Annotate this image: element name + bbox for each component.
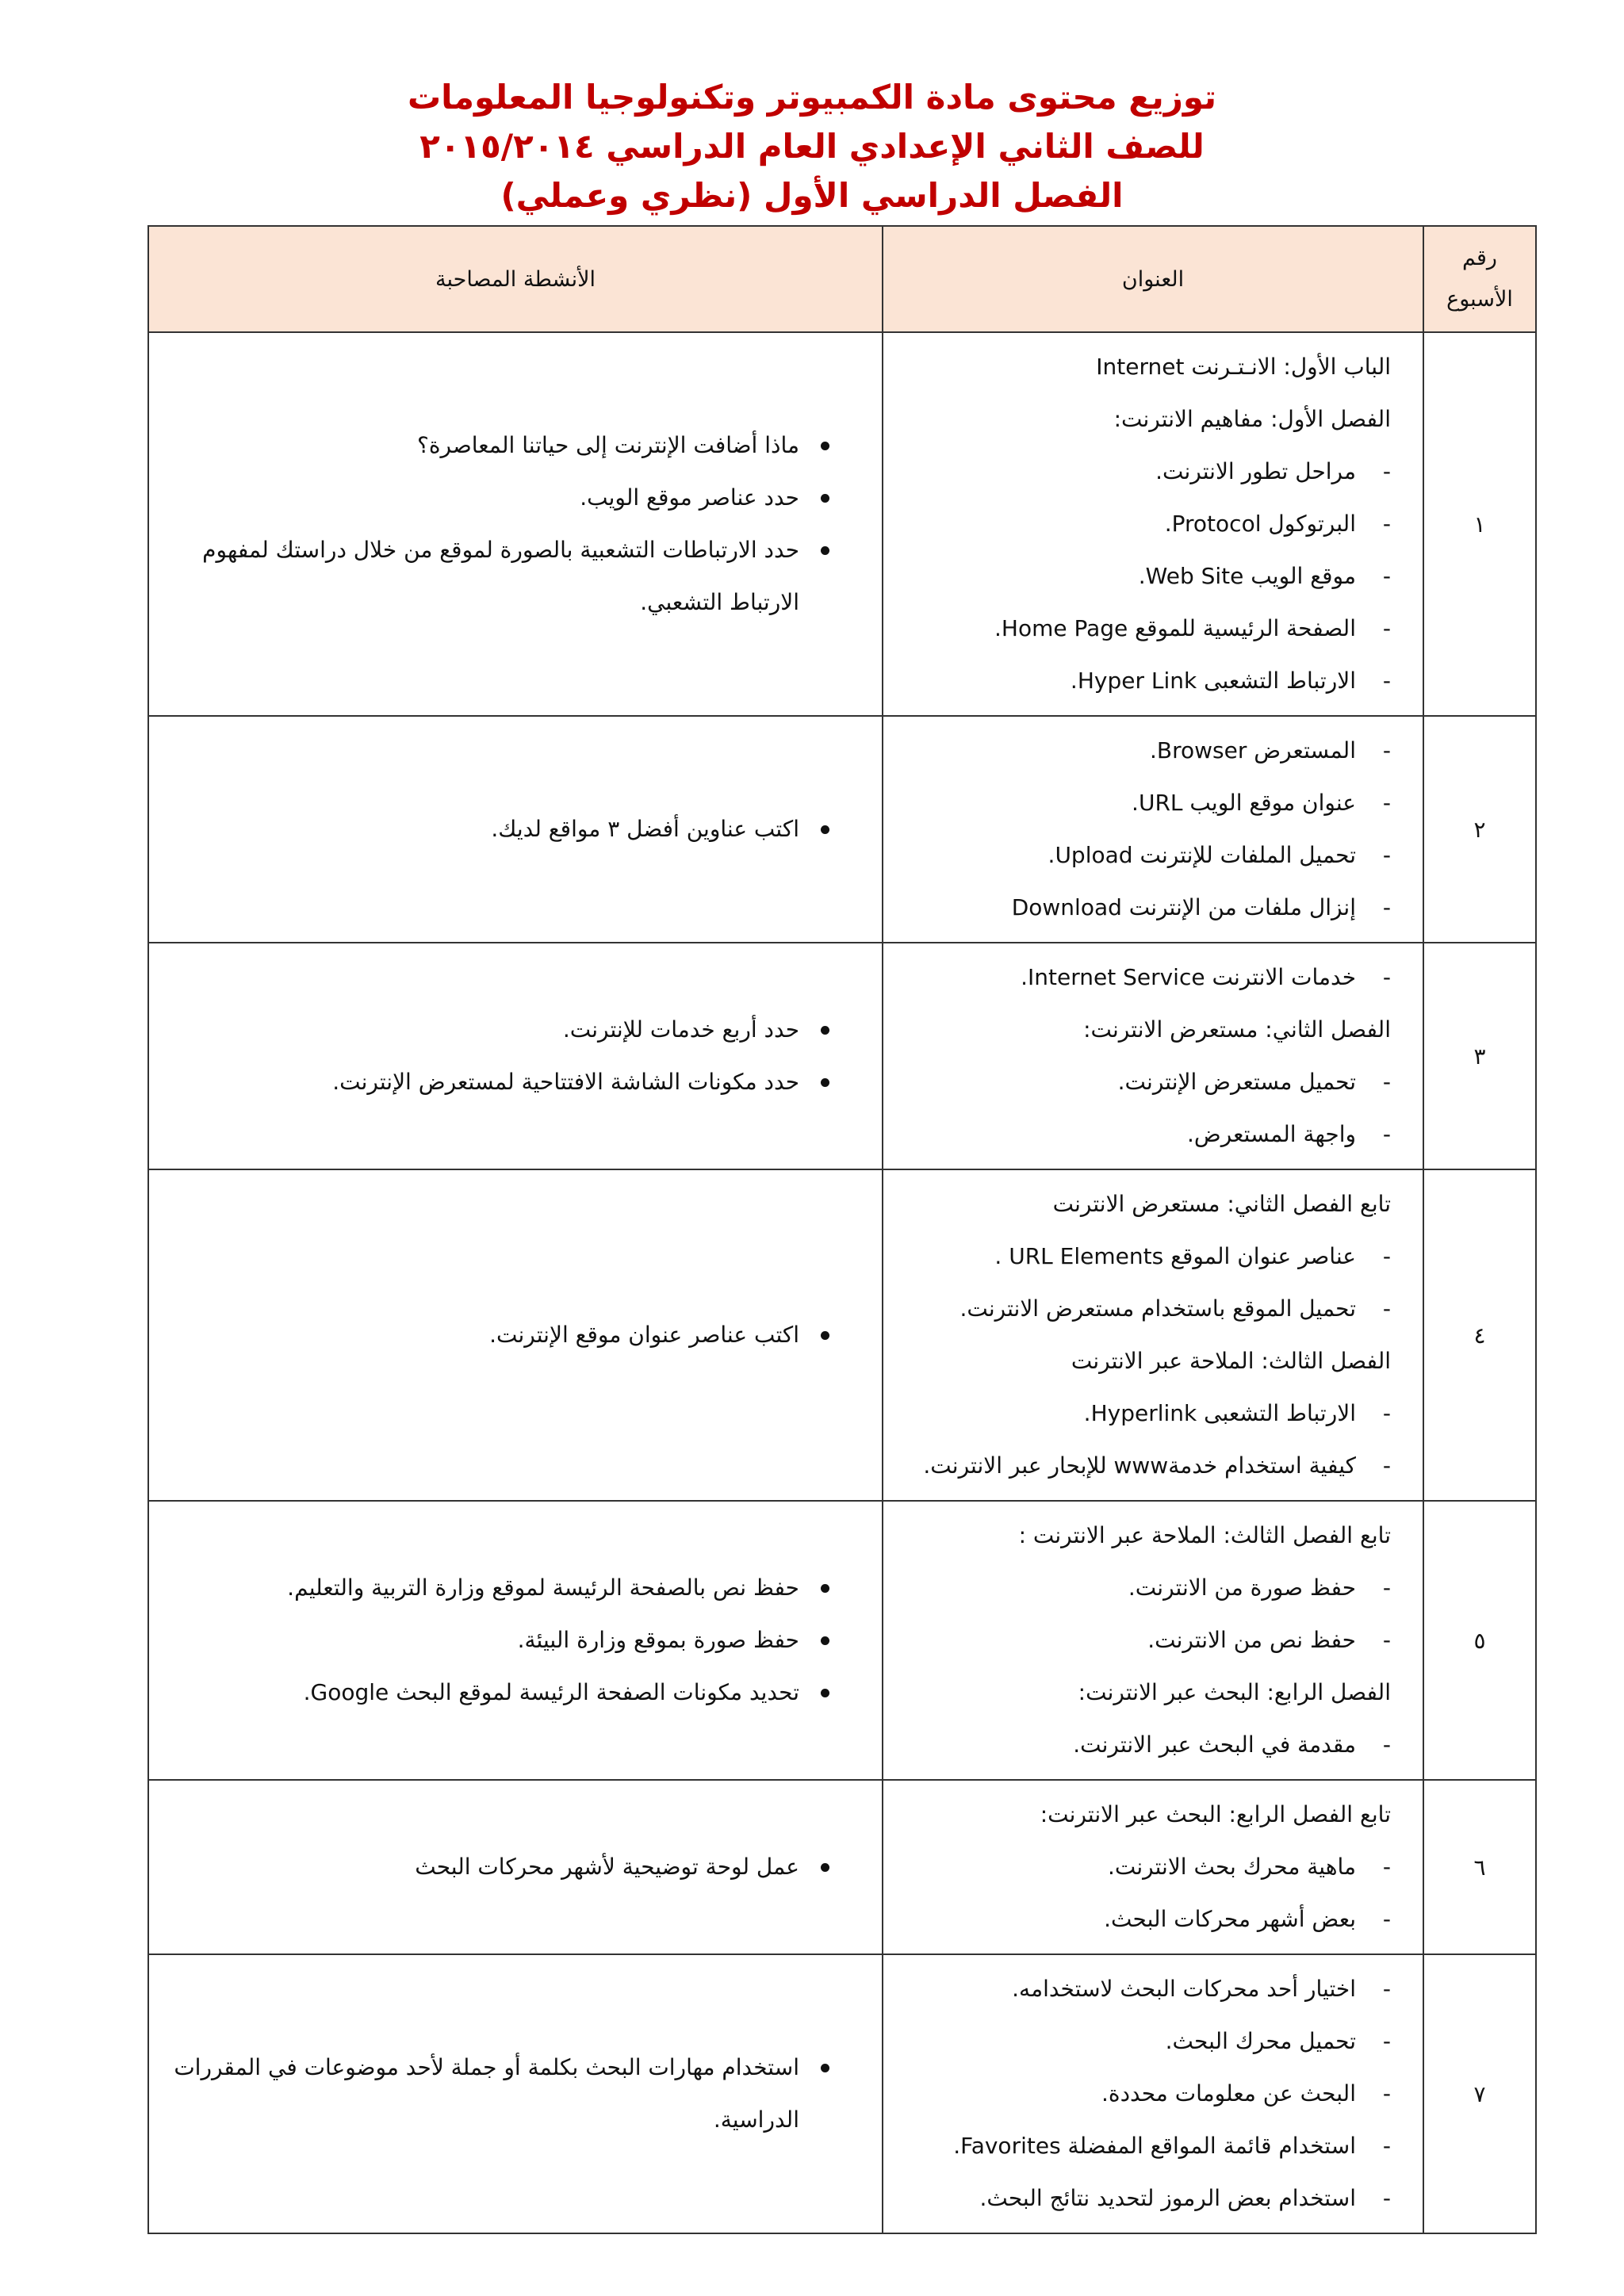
- dash-marker: -: [1382, 1069, 1391, 1095]
- lesson-topic-item: [907, 2172, 1391, 2225]
- dash-marker: -: [1382, 2080, 1391, 2107]
- activities-list: [173, 419, 834, 629]
- lesson-text: البرتوكول Protocol.: [1164, 511, 1356, 537]
- dash-marker: -: [1382, 1452, 1391, 1479]
- week-number: ٦: [1423, 1780, 1536, 1954]
- activities-cell: [148, 1954, 883, 2233]
- lesson-topic-item: [907, 655, 1391, 707]
- dash-marker: -: [1382, 1906, 1391, 1932]
- table-row: [148, 332, 1536, 716]
- header-title: العنوان: [883, 226, 1423, 332]
- week-number: ٥: [1423, 1501, 1536, 1780]
- lesson-text: تحميل الموقع باستخدام مستعرض الانترنت.: [959, 1295, 1356, 1322]
- header-title-line-1: توزيع محتوى مادة الكمبيوتر وتكنولوجيا المعلومات: [407, 78, 1217, 117]
- lesson-topic-item: [907, 1056, 1391, 1108]
- activity-text: حفظ نص بالصفحة الرئيسة لموقع وزارة التربية والتعليم.: [287, 1575, 799, 1601]
- lesson-titles-cell: [883, 943, 1423, 1169]
- lesson-text: خدمات الانترنت Internet Service.: [1021, 964, 1356, 990]
- table-row: [148, 1954, 1536, 2233]
- dash-marker: -: [1382, 1295, 1391, 1322]
- activity-item: [173, 1309, 834, 1361]
- lesson-topic-item: [907, 1108, 1391, 1161]
- dash-marker: -: [1382, 964, 1391, 990]
- lesson-text: المستعرض Browser.: [1149, 737, 1356, 763]
- lesson-text: مقدمة في البحث عبر الانترنت.: [1073, 1732, 1356, 1758]
- bullet-icon: [821, 1689, 829, 1697]
- lesson-topic-item: [907, 550, 1391, 603]
- lesson-section-heading: [907, 1667, 1391, 1719]
- dash-marker: -: [1382, 615, 1391, 641]
- header-title-line-2: للصف الثاني الإعدادي العام الدراسي ٢٠١٥/٢٠١٤: [419, 127, 1205, 166]
- curriculum-table: [147, 225, 1537, 2234]
- lesson-topic-item: [907, 882, 1391, 934]
- bullet-icon: [821, 1584, 829, 1593]
- lesson-text: الصفحة الرئيسية للموقع Home Page.: [994, 615, 1356, 641]
- activities-list: [173, 803, 834, 855]
- bullet-icon: [821, 494, 829, 503]
- dash-marker: -: [1382, 790, 1391, 816]
- lesson-topic-item: [907, 777, 1391, 829]
- header-activities: الأنشطة المصاحبة: [148, 226, 883, 332]
- lesson-topic-item: [907, 725, 1391, 777]
- activity-text: حدد عناصر موقع الويب.: [580, 484, 799, 511]
- lesson-text: الفصل الثالث: الملاحة عبر الانترنت: [1071, 1348, 1391, 1374]
- lesson-text: موقع الويب Web Site.: [1138, 563, 1356, 589]
- lesson-text: الارتباط التشعبى Hyper Link.: [1070, 668, 1356, 694]
- lesson-topic-item: [907, 498, 1391, 550]
- activity-text: حدد أربع خدمات للإنترنت.: [562, 1016, 799, 1043]
- activity-text: ماذا أضافت الإنترنت إلى حياتنا المعاصرة؟: [417, 432, 799, 458]
- lesson-text: تحميل محرك البحث.: [1165, 2028, 1356, 2054]
- lesson-text: الفصل الرابع: البحث عبر الانترنت:: [1078, 1679, 1391, 1705]
- lesson-text: الارتباط التشعبى Hyperlink.: [1083, 1400, 1356, 1426]
- table-row: [148, 1501, 1536, 1780]
- lesson-topic-item: [907, 951, 1391, 1004]
- activities-list: [173, 1004, 834, 1108]
- dash-marker: -: [1382, 1121, 1391, 1147]
- lesson-section-heading: [907, 341, 1391, 393]
- week-number: ١: [1423, 332, 1536, 716]
- lesson-section-heading: [907, 1178, 1391, 1230]
- activity-item: [173, 524, 834, 629]
- activity-text: استخدام مهارات البحث بكلمة أو جملة لأحد موضوعات في المقررات الدراسية.: [174, 2054, 799, 2133]
- lesson-text: حفظ صورة من الانترنت.: [1128, 1575, 1356, 1601]
- activities-cell: [148, 1780, 883, 1954]
- lesson-text: تحميل مستعرض الإنترنت.: [1117, 1069, 1356, 1095]
- lesson-text: تابع الفصل الثاني: مستعرض الانترنت: [1052, 1191, 1391, 1217]
- activity-item: [173, 1004, 834, 1056]
- lesson-topic-item: [907, 1719, 1391, 1771]
- dash-marker: -: [1382, 894, 1391, 920]
- lesson-titles-cell: [883, 1501, 1423, 1780]
- lesson-text: تابع الفصل الثالث: الملاحة عبر الانترنت :: [1018, 1522, 1391, 1548]
- activity-item: [173, 1562, 834, 1614]
- dash-marker: -: [1382, 1400, 1391, 1426]
- lesson-topic-item: [907, 1283, 1391, 1335]
- activities-list: [173, 1841, 834, 1893]
- lesson-text: استخدام بعض الرموز لتحديد نتائج البحث.: [979, 2185, 1356, 2211]
- header-title-line-3: الفصل الدراسي الأول (نظري وعملي): [500, 176, 1124, 215]
- activity-text: حفظ صورة بموقع وزارة البيئة.: [517, 1627, 799, 1653]
- lesson-section-heading: [907, 1335, 1391, 1387]
- lesson-topic-item: [907, 1562, 1391, 1614]
- activities-list: [173, 1309, 834, 1361]
- lesson-topic-item: [907, 1387, 1391, 1440]
- dash-marker: -: [1382, 1732, 1391, 1758]
- bullet-icon: [821, 1026, 829, 1035]
- activities-cell: [148, 1169, 883, 1501]
- lesson-text: عنوان موقع الويب URL.: [1132, 790, 1356, 816]
- lesson-titles-cell: [883, 1780, 1423, 1954]
- lesson-titles-cell: [883, 1954, 1423, 2233]
- lesson-topic-item: [907, 2015, 1391, 2068]
- lesson-text: ماهية محرك بحث الانترنت.: [1107, 1854, 1356, 1880]
- table-row: [148, 1169, 1536, 1501]
- week-number: ٣: [1423, 943, 1536, 1169]
- table-row: [148, 943, 1536, 1169]
- activity-item: [173, 1056, 834, 1108]
- activities-cell: [148, 332, 883, 716]
- dash-marker: -: [1382, 511, 1391, 537]
- bullet-icon: [821, 2064, 829, 2072]
- lesson-text: مراحل تطور الانترنت.: [1155, 458, 1356, 484]
- lesson-section-heading: [907, 393, 1391, 446]
- lesson-topic-item: [907, 446, 1391, 498]
- activity-text: اكتب عناصر عنوان موقع الإنترنت.: [489, 1322, 799, 1348]
- lesson-titles-cell: [883, 332, 1423, 716]
- lesson-section-heading: [907, 1510, 1391, 1562]
- activities-cell: [148, 943, 883, 1169]
- lesson-text: الفصل الأول: مفاهيم الانترنت:: [1113, 406, 1391, 432]
- activities-list: [173, 1562, 834, 1719]
- dash-marker: -: [1382, 737, 1391, 763]
- table-row: [148, 716, 1536, 943]
- lesson-titles-cell: [883, 716, 1423, 943]
- lesson-text: بعض أشهر محركات البحث.: [1104, 1906, 1356, 1932]
- lesson-topic-item: [907, 829, 1391, 882]
- activity-text: تحديد مكونات الصفحة الرئيسة لموقع البحث Google.: [303, 1679, 799, 1705]
- activity-item: [173, 1667, 834, 1719]
- lesson-section-heading: [907, 1004, 1391, 1056]
- activity-text: عمل لوحة توضيحية لأشهر محركات البحث: [415, 1854, 799, 1880]
- lesson-text: البحث عن معلومات محددة.: [1101, 2080, 1356, 2107]
- lesson-text: تحميل الملفات للإنترنت Upload.: [1048, 842, 1356, 868]
- dash-marker: -: [1382, 1854, 1391, 1880]
- lesson-text: إنزال ملفات من الإنترنت Download: [1011, 894, 1356, 920]
- document-header: [0, 73, 1624, 220]
- dash-marker: -: [1382, 842, 1391, 868]
- bullet-icon: [821, 1636, 829, 1645]
- lesson-titles-cell: [883, 1169, 1423, 1501]
- week-number: ٤: [1423, 1169, 1536, 1501]
- activity-text: اكتب عناوين أفضل ٣ مواقع لديك.: [491, 816, 799, 842]
- lesson-topic-item: [907, 2068, 1391, 2120]
- activities-cell: [148, 716, 883, 943]
- activities-cell: [148, 1501, 883, 1780]
- table-header-row: [148, 226, 1536, 332]
- dash-marker: -: [1382, 1243, 1391, 1269]
- activity-item: [173, 1841, 834, 1893]
- dash-marker: -: [1382, 1575, 1391, 1601]
- activity-item: [173, 2042, 834, 2146]
- lesson-text: اختيار أحد محركات البحث لاستخدامه.: [1012, 1976, 1356, 2002]
- lesson-text: الفصل الثاني: مستعرض الانترنت:: [1083, 1016, 1391, 1043]
- dash-marker: -: [1382, 458, 1391, 484]
- activity-text: حدد الارتباطات التشعبية بالصورة لموقع من خلال دراستك لمفهوم الارتباط التشعبي.: [202, 537, 799, 615]
- activity-item: [173, 419, 834, 472]
- dash-marker: -: [1382, 668, 1391, 694]
- lesson-topic-item: [907, 2120, 1391, 2172]
- activities-list: [173, 2042, 834, 2146]
- bullet-icon: [821, 1863, 829, 1872]
- lesson-text: تابع الفصل الرابع: البحث عبر الانترنت:: [1040, 1801, 1391, 1827]
- lesson-topic-item: [907, 1230, 1391, 1283]
- lesson-topic-item: [907, 1841, 1391, 1893]
- activity-item: [173, 1614, 834, 1667]
- table-row: [148, 1780, 1536, 1954]
- lesson-text: استخدام قائمة المواقع المفضلة Favorites.: [953, 2133, 1356, 2159]
- lesson-topic-item: [907, 1893, 1391, 1946]
- bullet-icon: [821, 825, 829, 834]
- lesson-text: واجهة المستعرض.: [1186, 1121, 1356, 1147]
- lesson-section-heading: [907, 1789, 1391, 1841]
- lesson-text: كيفية استخدام خدمةwww للإبحار عبر الانترنت.: [923, 1452, 1356, 1479]
- dash-marker: -: [1382, 2028, 1391, 2054]
- lesson-topic-item: [907, 1614, 1391, 1667]
- week-number: ٧: [1423, 1954, 1536, 2233]
- bullet-icon: [821, 1078, 829, 1087]
- bullet-icon: [821, 442, 829, 450]
- header-week-label-2: الأسبوع: [1446, 287, 1513, 312]
- lesson-topic-item: [907, 1440, 1391, 1492]
- dash-marker: -: [1382, 1976, 1391, 2002]
- lesson-text: حفظ نص من الانترنت.: [1147, 1627, 1356, 1653]
- bullet-icon: [821, 1331, 829, 1340]
- bullet-icon: [821, 546, 829, 555]
- header-week-number: [1423, 226, 1536, 332]
- activity-text: حدد مكونات الشاشة الافتتاحية لمستعرض الإنترنت.: [332, 1069, 799, 1095]
- dash-marker: -: [1382, 563, 1391, 589]
- activity-item: [173, 803, 834, 855]
- lesson-topic-item: [907, 1963, 1391, 2015]
- lesson-text: عناصر عنوان الموقع URL Elements .: [994, 1243, 1356, 1269]
- activity-item: [173, 472, 834, 524]
- week-number: ٢: [1423, 716, 1536, 943]
- header-week-label-1: رقم: [1462, 246, 1497, 270]
- dash-marker: -: [1382, 2133, 1391, 2159]
- lesson-topic-item: [907, 603, 1391, 655]
- dash-marker: -: [1382, 2185, 1391, 2211]
- lesson-text: الباب الأول: الانـتـرنت Internet: [1096, 354, 1391, 380]
- dash-marker: -: [1382, 1627, 1391, 1653]
